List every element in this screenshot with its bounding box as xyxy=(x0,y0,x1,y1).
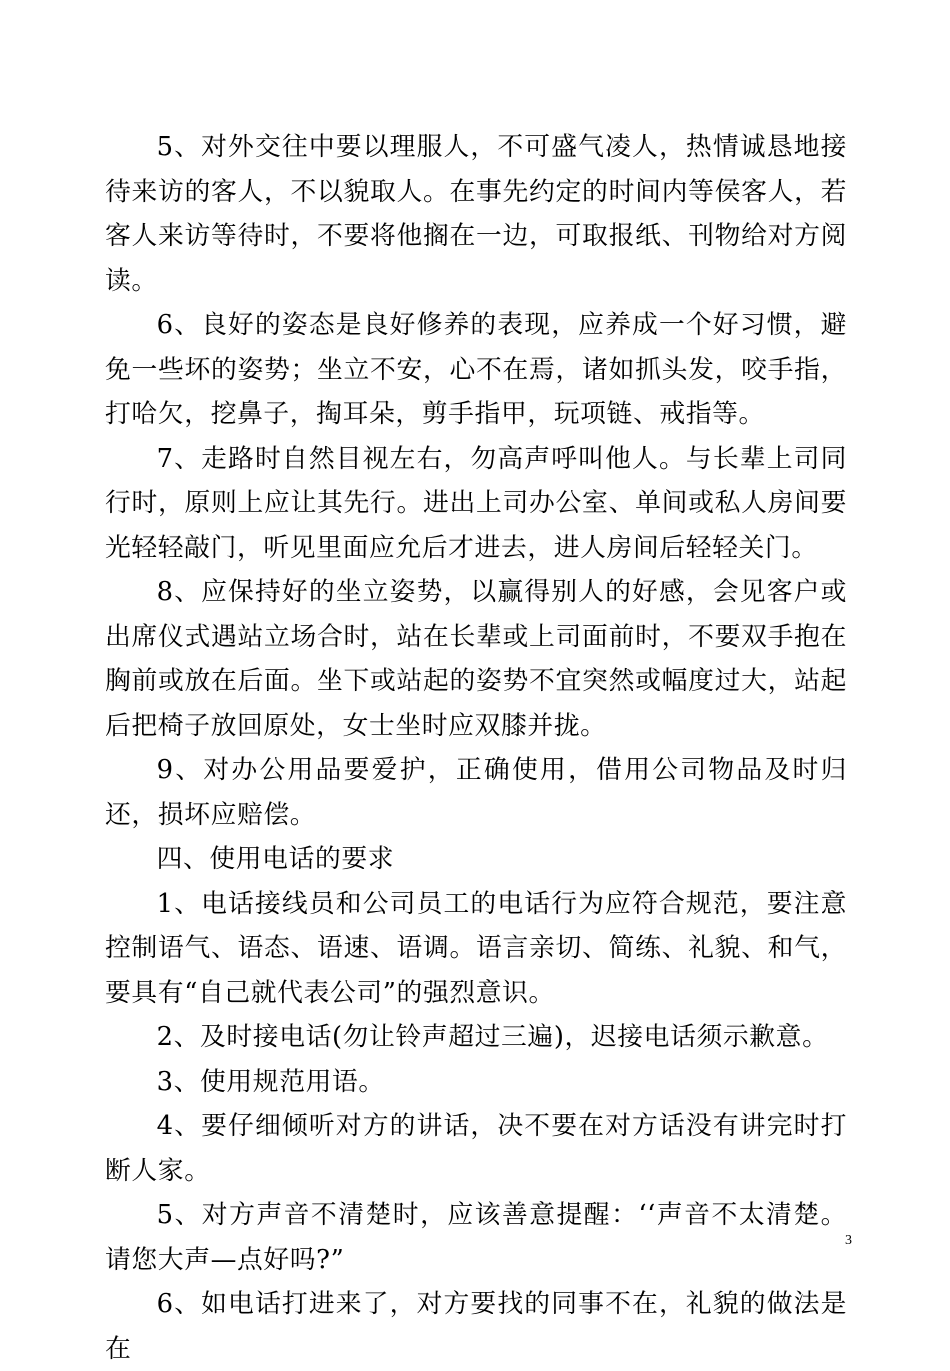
paragraph-item-7: 7、走路时自然目视左右，勿高声呼叫他人。与长辈上司同行时，原则上应让其先行。进出上司办公室、单间或私人房间要光轻轻敲门，听见里面应允后才进去，进人房间后轻轻关门。 xyxy=(105,443,847,563)
paragraph-item-9: 9、对办公用品要爱护，正确使用，借用公司物品及时归还，损坏应赔偿。 xyxy=(105,755,847,830)
phone-rule-6: 6、如电话打进来了，对方要找的同事不在，礼貌的做法是在 xyxy=(105,1289,847,1364)
section-heading-phone: 四、使用电话的要求 xyxy=(156,844,395,874)
paragraph-item-6: 6、良好的姿态是良好修养的表现，应养成一个好习惯，避免一些坏的姿势；坐立不安，心不在焉，诸如抓头发，咬手指，打哈欠，挖鼻子，掏耳朵，剪手指甲，玩项链、戒指等。 xyxy=(105,310,847,429)
page-number: 3 xyxy=(845,1233,852,1248)
phone-rule-1: 1、电话接线员和公司员工的电话行为应符合规范，要注意控制语气、语态、语速、语调。语言亲切、简练、礼貌、和气，要具有“自己就代表公司”的强烈意识。 xyxy=(105,888,847,1008)
phone-rule-3: 3、使用规范用语。 xyxy=(156,1066,385,1097)
paragraph-item-8: 8、应保持好的坐立姿势，以赢得别人的好感，会见客户或出席仪式遇站立场合时，站在长辈或上司面前时，不要双手抱在胸前或放在后面。坐下或站起的姿势不宜突然或幅度过大，站起后把椅子放回原处，女士坐时应双膝并拢。 xyxy=(105,577,847,741)
paragraph-item-5: 5、对外交往中要以理服人，不可盛气凌人，热情诚恳地接待来访的客人，不以貌取人。在事先约定的时间内等侯客人，若客人来访等待时，不要将他搁在一边，可取报纸、刊物给对方阅读。 xyxy=(105,132,847,296)
phone-rule-5: 5、对方声音不清楚时，应该善意提醒：‘‘声音不太清楚。请您大声—点好吗?” xyxy=(105,1200,847,1275)
phone-rule-2: 2、及时接电话(勿让铃声超过三遍)，迟接电话须示歉意。 xyxy=(156,1022,829,1052)
page-body xyxy=(105,125,847,1371)
phone-rule-4: 4、要仔细倾听对方的讲话，决不要在对方话没有讲完时打断人家。 xyxy=(105,1111,847,1186)
